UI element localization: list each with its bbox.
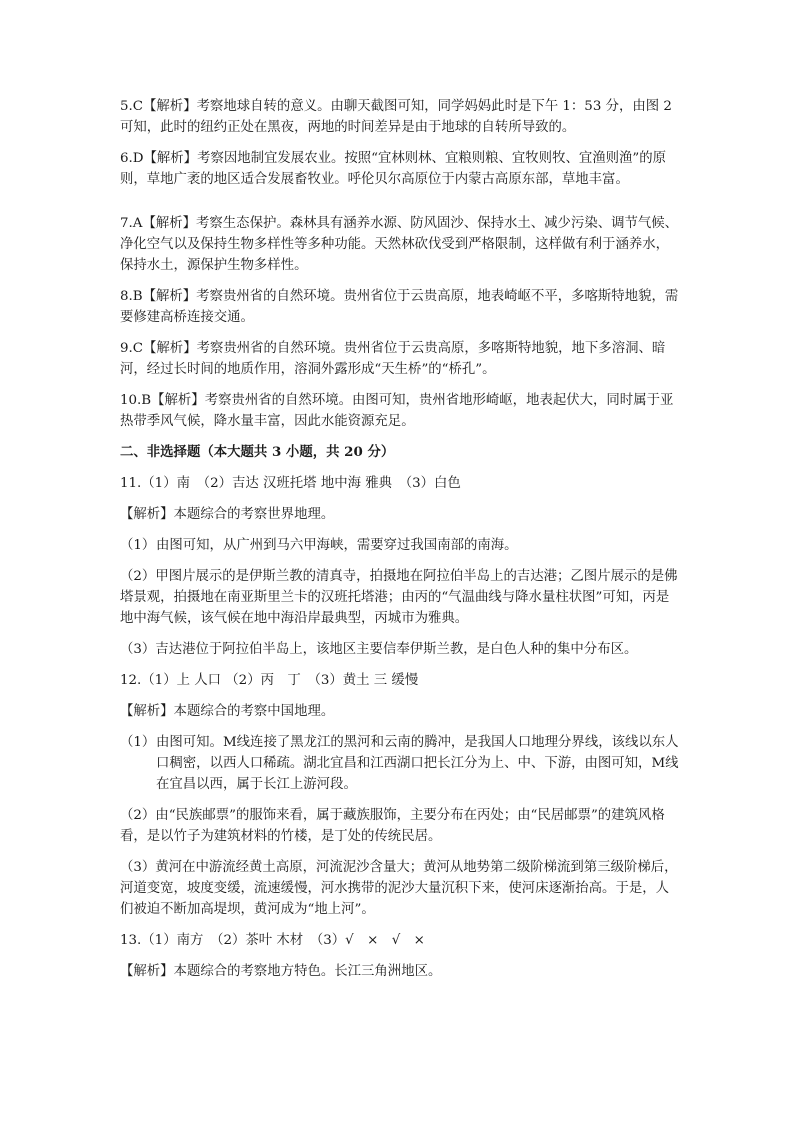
q11-part1	[120, 535, 680, 556]
answer-q8: 8.B【解析】考察贵州省的自然环境。贵州省位于云贵高原，地表崎岖不平，多喀斯特地貌，需要修建高桥连接交通。	[120, 289, 679, 325]
q11-answer: 11.（1）南 （2）吉达 汉班托塔 地中海 雅典 （3）白色	[120, 476, 461, 491]
q12-part1-text: 由图可知。M线连接了黑龙江的黑河和云南的腾冲，是我国人口地理分界线，该线以东人口稠密，以西人口稀疏。湖北宜昌和江西湖口把长江分为上、中、下游，由图可知，M线在宜昌以西，属于长江上游河段。	[156, 735, 679, 792]
answer-document	[120, 96, 680, 992]
answer-q6: 6.D【解析】考察因地制宜发展农业。按照“宜林则林、宜粮则粮、宜牧则牧、宜渔则渔”的原则，草地广袤的地区适合发展畜牧业。呼伦贝尔高原位于内蒙古高原东部，草地丰富。	[120, 151, 667, 187]
q12-answer: 12.（1）上 人口 （2）丙 丁 （3）黄土 三 缓慢	[120, 673, 419, 688]
q12-part1-number: （1）	[120, 735, 156, 750]
q12-part2: （2）由“民族邮票”的服饰来看，属于藏族服饰，主要分布在丙处；由“民居邮票”的建筑风格看，是以竹子为建筑材料的竹楼，是丁处的传统民居。	[120, 808, 665, 844]
q12-analysis: 【解析】本题综合的考察中国地理。	[120, 704, 335, 719]
q11-analysis: 【解析】本题综合的考察世界地理。	[120, 507, 335, 522]
answer-q7: 7.A【解析】考察生态保护。森林具有涵养水源、防风固沙、保持水土、减少污染、调节气候、净化空气以及保持生物多样性等多种功能。天然林砍伐受到严格限制，这样做有利于涵养水，保持水土，源保护生物多样性。	[120, 216, 679, 273]
q11-part1-number: （1）	[120, 538, 156, 553]
q12-part1	[120, 732, 680, 795]
q13-answer: 13.（1）南方 （2）茶叶 木材 （3）√ × √ ×	[120, 933, 425, 948]
answer-q10: 10.B【解析】考察贵州省的自然环境。由图可知，贵州省地形崎岖，地表起伏大，同时属于亚热带季风气候，降水量丰富，因此水能资源充足。	[120, 393, 674, 429]
spacer	[120, 200, 680, 213]
answer-q9: 9.C【解析】考察贵州省的自然环境。贵州省位于云贵高原，多喀斯特地貌，地下多溶洞、暗河，经过长时间的地质作用，溶洞外露形成“天生桥”的“桥孔”。	[120, 341, 666, 377]
q12-part3: （3）黄河在中游流经黄土高原，河流泥沙含量大；黄河从地势第二级阶梯流到第三级阶梯后，河道变宽，坡度变缓，流速缓慢，河水携带的泥沙大量沉积下来，使河床逐渐抬高。于是，人们被迫不断加高堤坝，黄河成为“地上河”。	[120, 860, 678, 917]
q11-part2: （2）甲图片展示的是伊斯兰教的清真寺，拍摄地在阿拉伯半岛上的吉达港；乙图片展示的是佛塔景观，拍摄地在南亚斯里兰卡的汉班托塔港；由丙的“气温曲线与降水量柱状图”可知，丙是地中海气候，该气候在地中海沿岸最典型，丙城市为雅典。	[120, 569, 678, 626]
q13-analysis: 【解析】本题综合的考察地方特色。长江三角洲地区。	[120, 964, 442, 979]
q11-part3: （3）吉达港位于阿拉伯半岛上，该地区主要信奉伊斯兰教，是白色人种的集中分布区。	[120, 642, 638, 657]
answer-q5: 5.C【解析】考察地球自转的意义。由聊天截图可知，同学妈妈此时是下午 1：53 分，由图 2 可知，此时的纽约正处在黑夜，两地的时间差异是由于地球的自转所导致的。	[120, 99, 672, 135]
section-heading: 二、非选择题（本大题共 3 小题，共 20 分）	[120, 444, 395, 460]
q11-part1-text: 由图可知，从广州到马六甲海峡，需要穿过我国南部的南海。	[156, 538, 518, 553]
